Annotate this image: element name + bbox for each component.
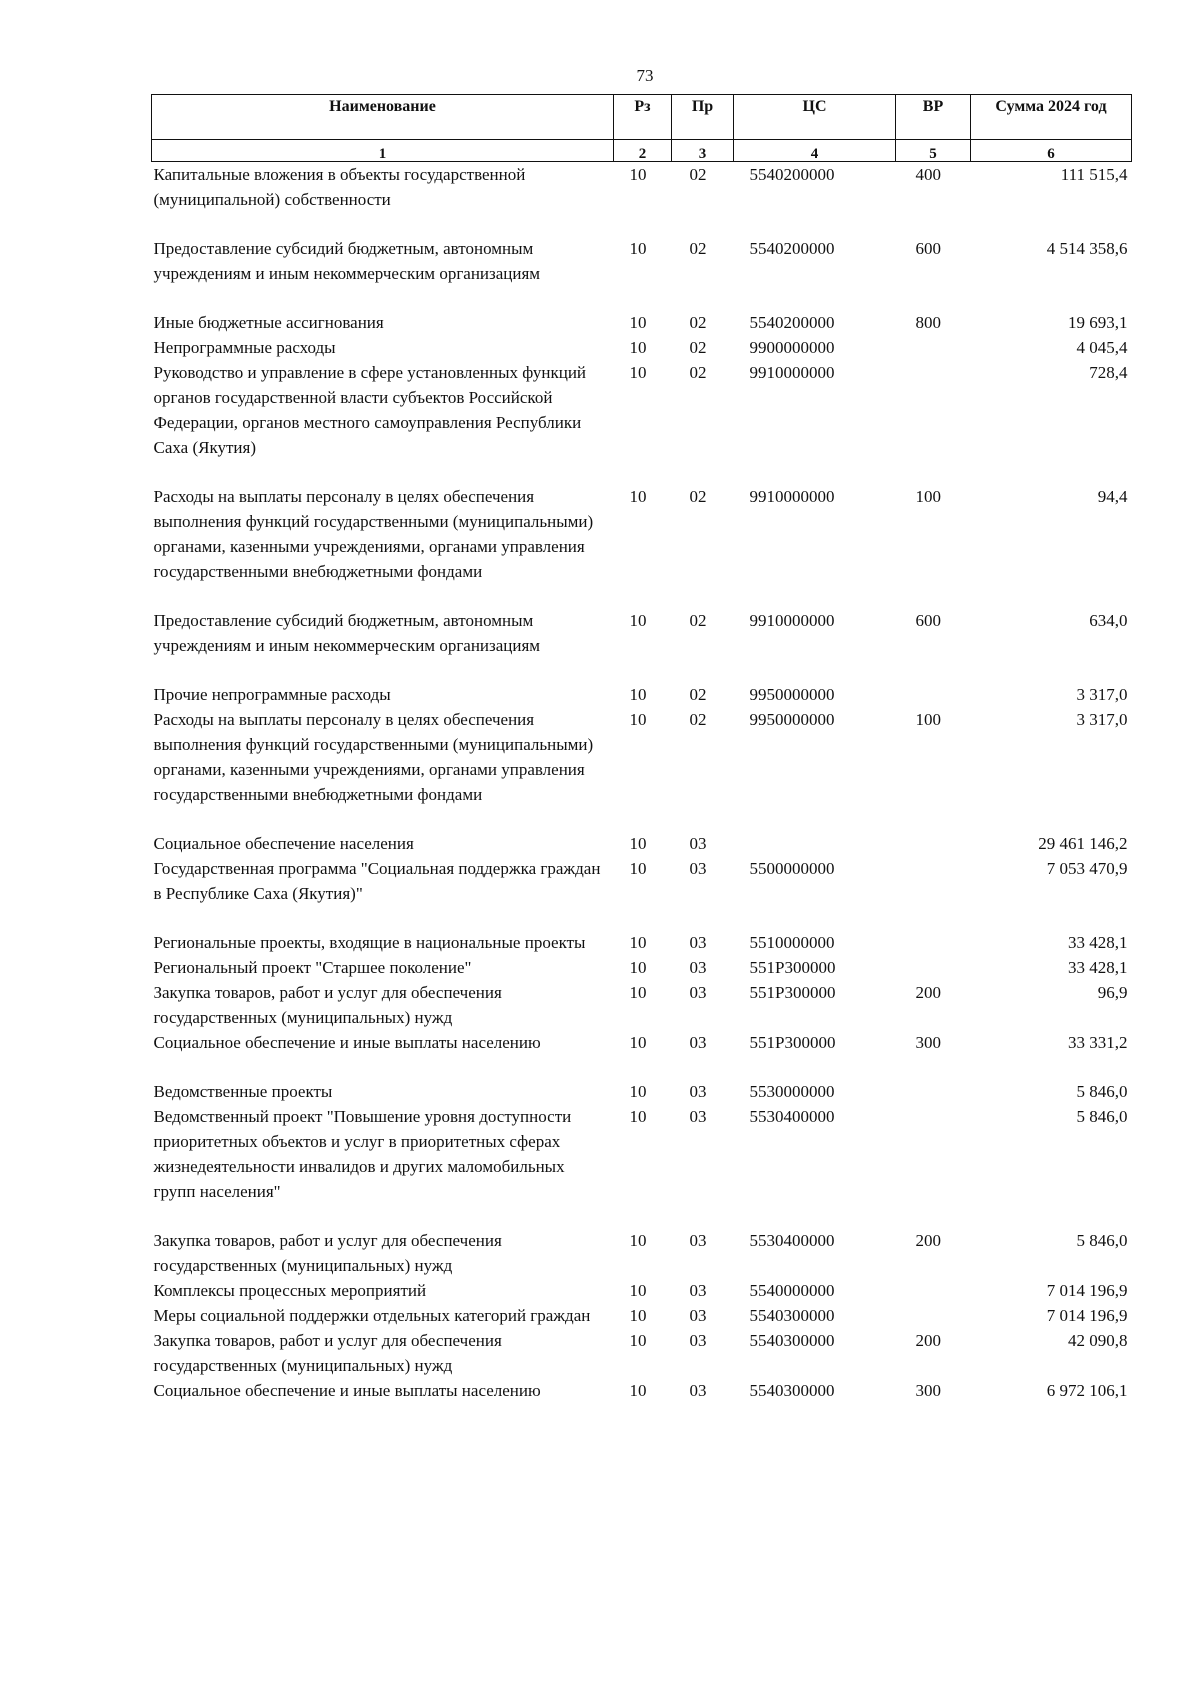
- cell-pr: 03: [689, 859, 707, 878]
- cell-sum: 96,9: [1097, 983, 1128, 1002]
- header-vr: ВР: [896, 95, 971, 140]
- cell-rz: 10: [629, 1033, 647, 1052]
- table-row: [152, 360, 1132, 484]
- table-row: [152, 682, 1132, 707]
- cell-vr: [896, 955, 971, 980]
- cell-cs: 5530400000: [749, 1231, 835, 1250]
- cell-cs: 5530000000: [749, 1082, 835, 1101]
- cell-pr: 03: [689, 1082, 707, 1101]
- cell-pr: 02: [689, 487, 707, 506]
- table-row: [152, 1228, 1132, 1278]
- cell-rz: 10: [629, 1381, 647, 1400]
- cell-cs: 5530400000: [749, 1107, 835, 1126]
- cell-cs: 9950000000: [749, 685, 835, 704]
- cell-vr: 300: [915, 1033, 941, 1052]
- cell-sum: 728,4: [1089, 363, 1128, 382]
- cell-vr: [896, 360, 971, 484]
- cell-cs: 9910000000: [749, 487, 835, 506]
- cell-pr: 02: [689, 611, 707, 630]
- cell-sum: 7 053 470,9: [1046, 859, 1128, 878]
- cell-sum: 3 317,0: [1076, 685, 1128, 704]
- table-row: [152, 955, 1132, 980]
- cell-sum: 4 514 358,6: [1046, 239, 1128, 258]
- cell-cs: 5510000000: [749, 933, 835, 952]
- cell-pr: 03: [689, 933, 707, 952]
- cell-rz: 10: [629, 958, 647, 977]
- cell-pr: 02: [689, 313, 707, 332]
- cell-pr: 03: [689, 983, 707, 1002]
- cell-name: Прочие непрограммные расходы: [153, 685, 391, 704]
- cell-pr: 03: [689, 1331, 707, 1350]
- cell-vr: [896, 831, 971, 856]
- cell-cs: 551P300000: [749, 983, 836, 1002]
- cell-sum: 33 331,2: [1068, 1033, 1128, 1052]
- cell-rz: 10: [629, 685, 647, 704]
- cell-vr: 600: [915, 239, 941, 258]
- table-body: [152, 162, 1132, 1404]
- cell-rz: 10: [629, 487, 647, 506]
- cell-name: Региональный проект "Старшее поколение": [153, 958, 472, 977]
- cell-sum: 5 846,0: [1076, 1231, 1128, 1250]
- cell-sum: 33 428,1: [1068, 958, 1128, 977]
- cell-sum: 94,4: [1097, 487, 1128, 506]
- cell-pr: 03: [689, 958, 707, 977]
- column-number: 4: [734, 140, 896, 162]
- cell-rz: 10: [629, 834, 647, 853]
- column-number: 2: [614, 140, 672, 162]
- cell-sum: 5 846,0: [1076, 1082, 1128, 1101]
- cell-pr: 02: [689, 239, 707, 258]
- cell-pr: 03: [689, 1381, 707, 1400]
- cell-name: Социальное обеспечение населения: [153, 834, 414, 853]
- cell-sum: 33 428,1: [1068, 933, 1128, 952]
- cell-cs: 9900000000: [749, 338, 835, 357]
- table-row: [152, 856, 1132, 930]
- table-row: [152, 335, 1132, 360]
- cell-cs: 5540200000: [749, 313, 835, 332]
- table-row: [152, 236, 1132, 310]
- budget-table: [151, 94, 1132, 1403]
- cell-cs: 5540200000: [749, 165, 835, 184]
- table-row: [152, 707, 1132, 831]
- table-header: [152, 95, 1132, 162]
- table-row: [152, 980, 1132, 1030]
- cell-pr: 03: [689, 1281, 707, 1300]
- cell-rz: 10: [629, 1107, 647, 1126]
- cell-rz: 10: [629, 859, 647, 878]
- cell-name: Закупка товаров, работ и услуг для обеспечения государственных (муниципальных) нужд: [153, 1331, 502, 1375]
- header-sum: Сумма 2024 год: [971, 95, 1132, 140]
- cell-vr: [896, 856, 971, 930]
- column-number: 3: [672, 140, 734, 162]
- cell-pr: 03: [689, 1231, 707, 1250]
- cell-vr: 400: [915, 165, 941, 184]
- cell-pr: 02: [689, 338, 707, 357]
- cell-rz: 10: [629, 1306, 647, 1325]
- table-row: [152, 930, 1132, 955]
- cell-vr: [896, 682, 971, 707]
- cell-sum: 29 461 146,2: [1038, 834, 1128, 853]
- cell-sum: 6 972 106,1: [1046, 1381, 1128, 1400]
- cell-pr: 02: [689, 685, 707, 704]
- cell-name: Комплексы процессных мероприятий: [153, 1281, 427, 1300]
- cell-rz: 10: [629, 1281, 647, 1300]
- cell-name: Иные бюджетные ассигнования: [153, 313, 384, 332]
- cell-name: Руководство и управление в сфере установленных функций органов государственной власти субъектов Российской Федерации, органов местного самоуправления Республики Саха (Якутия): [153, 363, 587, 457]
- cell-cs: 5540300000: [749, 1381, 835, 1400]
- cell-vr: [896, 1104, 971, 1228]
- cell-sum: 3 317,0: [1076, 710, 1128, 729]
- header-pr: Пр: [672, 95, 734, 140]
- column-number-row: [152, 140, 1132, 162]
- cell-rz: 10: [629, 983, 647, 1002]
- cell-pr: 02: [689, 363, 707, 382]
- cell-cs: 9950000000: [749, 710, 835, 729]
- cell-cs: [734, 831, 896, 856]
- cell-sum: 19 693,1: [1068, 313, 1128, 332]
- cell-sum: 111 515,4: [1060, 165, 1128, 184]
- cell-cs: 5540300000: [749, 1331, 835, 1350]
- cell-pr: 03: [689, 1107, 707, 1126]
- cell-rz: 10: [629, 165, 647, 184]
- cell-rz: 10: [629, 710, 647, 729]
- cell-name: Капитальные вложения в объекты государственной (муниципальной) собственности: [153, 165, 526, 209]
- cell-rz: 10: [629, 611, 647, 630]
- column-number: 1: [152, 140, 614, 162]
- cell-pr: 03: [689, 834, 707, 853]
- cell-name: Региональные проекты, входящие в национальные проекты: [153, 933, 586, 952]
- cell-vr: 200: [915, 1331, 941, 1350]
- table-row: [152, 1278, 1132, 1303]
- cell-cs: 5500000000: [749, 859, 835, 878]
- header-row: [152, 95, 1132, 140]
- header-rz: Рз: [614, 95, 672, 140]
- cell-sum: 5 846,0: [1076, 1107, 1128, 1126]
- cell-name: Предоставление субсидий бюджетным, автономным учреждениям и иным некоммерческим организациям: [153, 239, 541, 283]
- cell-name: Расходы на выплаты персоналу в целях обеспечения выполнения функций государственными (муниципальными) органами, казенными учреждениями, органами управления государственными внебюджетными фондами: [153, 487, 594, 581]
- cell-vr: [896, 1278, 971, 1303]
- table-row: [152, 162, 1132, 237]
- cell-name: Ведомственный проект "Повышение уровня доступности приоритетных объектов и услуг в приоритетных сферах жизнедеятельности инвалидов и других маломобильных групп населения": [153, 1107, 572, 1201]
- cell-vr: 300: [915, 1381, 941, 1400]
- cell-name: Социальное обеспечение и иные выплаты населению: [153, 1033, 541, 1052]
- header-name: Наименование: [152, 95, 614, 140]
- header-cs: ЦС: [734, 95, 896, 140]
- table-row: [152, 1104, 1132, 1228]
- cell-sum: 634,0: [1089, 611, 1128, 630]
- cell-name: Закупка товаров, работ и услуг для обеспечения государственных (муниципальных) нужд: [153, 1231, 502, 1275]
- cell-cs: 5540200000: [749, 239, 835, 258]
- cell-name: Непрограммные расходы: [153, 338, 336, 357]
- cell-pr: 03: [689, 1306, 707, 1325]
- cell-rz: 10: [629, 933, 647, 952]
- cell-rz: 10: [629, 363, 647, 382]
- cell-name: Ведомственные проекты: [153, 1082, 333, 1101]
- cell-vr: [896, 1303, 971, 1328]
- table-row: [152, 1079, 1132, 1104]
- cell-vr: 600: [915, 611, 941, 630]
- cell-sum: 7 014 196,9: [1046, 1281, 1128, 1300]
- page-number: 73: [636, 66, 654, 85]
- cell-vr: [896, 930, 971, 955]
- cell-name: Меры социальной поддержки отдельных категорий граждан: [153, 1306, 591, 1325]
- cell-sum: 42 090,8: [1068, 1331, 1128, 1350]
- cell-rz: 10: [629, 239, 647, 258]
- cell-vr: 200: [915, 1231, 941, 1250]
- cell-name: Социальное обеспечение и иные выплаты населению: [153, 1381, 541, 1400]
- cell-pr: 02: [689, 710, 707, 729]
- table-row: [152, 831, 1132, 856]
- cell-rz: 10: [629, 338, 647, 357]
- column-number: 5: [896, 140, 971, 162]
- cell-vr: [896, 1079, 971, 1104]
- cell-pr: 02: [689, 165, 707, 184]
- table-row: [152, 608, 1132, 682]
- table-row: [152, 310, 1132, 335]
- cell-vr: 200: [915, 983, 941, 1002]
- budget-table-container: [151, 94, 1131, 1403]
- cell-sum: 7 014 196,9: [1046, 1306, 1128, 1325]
- table-row: [152, 1378, 1132, 1403]
- cell-vr: [896, 335, 971, 360]
- cell-name: Расходы на выплаты персоналу в целях обеспечения выполнения функций государственными (муниципальными) органами, казенными учреждениями, органами управления государственными внебюджетными фондами: [153, 710, 594, 804]
- cell-vr: 100: [915, 710, 941, 729]
- cell-rz: 10: [629, 313, 647, 332]
- cell-vr: 100: [915, 487, 941, 506]
- cell-cs: 551P300000: [749, 1033, 836, 1052]
- cell-name: Государственная программа "Социальная поддержка граждан в Республике Саха (Якутия)": [153, 859, 601, 903]
- cell-rz: 10: [629, 1231, 647, 1250]
- cell-rz: 10: [629, 1082, 647, 1101]
- cell-rz: 10: [629, 1331, 647, 1350]
- table-row: [152, 1328, 1132, 1378]
- column-number: 6: [971, 140, 1132, 162]
- table-row: [152, 1303, 1132, 1328]
- cell-cs: 9910000000: [749, 611, 835, 630]
- cell-sum: 4 045,4: [1076, 338, 1128, 357]
- table-row: [152, 1030, 1132, 1079]
- cell-name: Закупка товаров, работ и услуг для обеспечения государственных (муниципальных) нужд: [153, 983, 502, 1027]
- cell-name: Предоставление субсидий бюджетным, автономным учреждениям и иным некоммерческим организациям: [153, 611, 541, 655]
- cell-cs: 5540300000: [749, 1306, 835, 1325]
- cell-pr: 03: [689, 1033, 707, 1052]
- table-row: [152, 484, 1132, 608]
- cell-cs: 9910000000: [749, 363, 835, 382]
- cell-vr: 800: [915, 313, 941, 332]
- cell-cs: 551P300000: [749, 958, 836, 977]
- cell-cs: 5540000000: [749, 1281, 835, 1300]
